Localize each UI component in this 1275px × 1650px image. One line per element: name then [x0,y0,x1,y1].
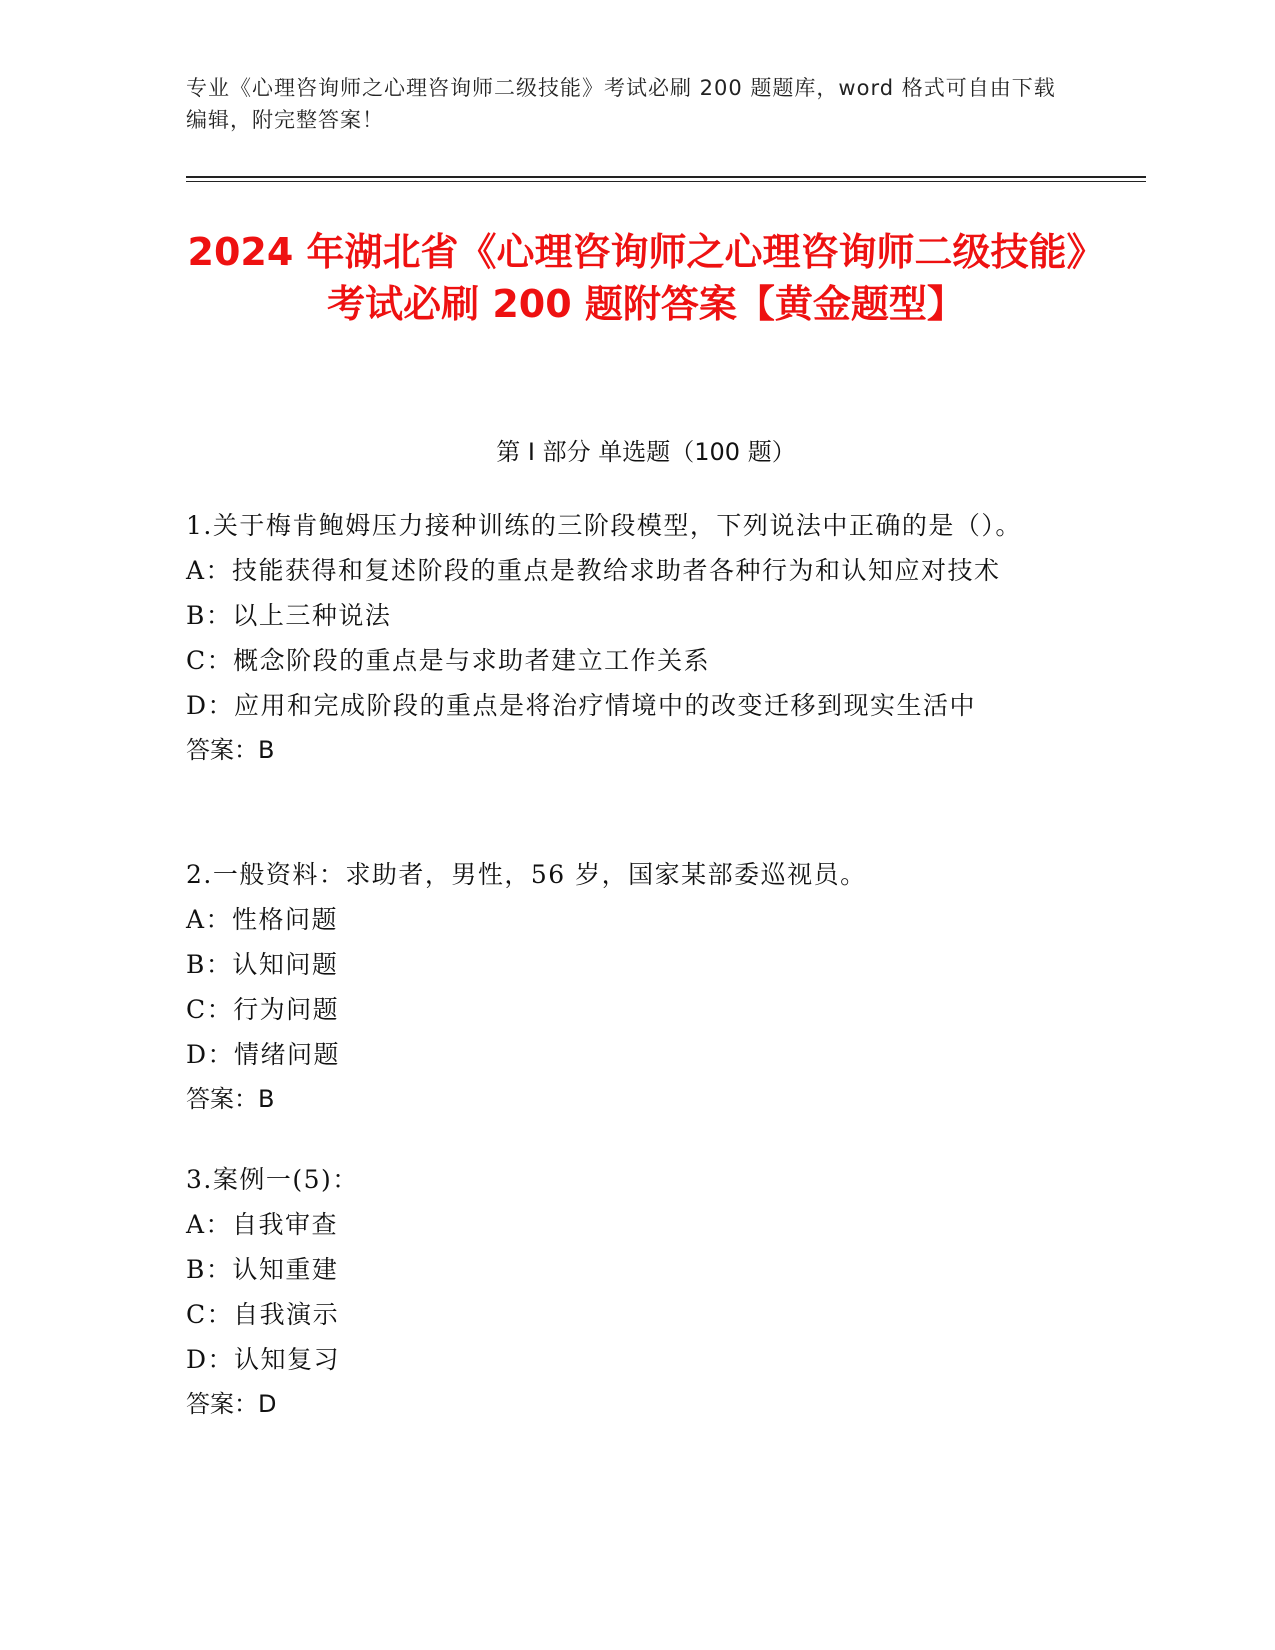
option-a: A：技能获得和复述阶段的重点是教给求助者各种行为和认知应对技术 [186,556,1001,585]
option-c: C：自我演示 [186,1300,340,1329]
option-a: A：自我审查 [186,1210,339,1239]
header-divider-thin [186,181,1146,182]
option-b: B：认知问题 [186,950,339,979]
question-1 [186,503,1066,773]
option-a: A：性格问题 [186,905,339,934]
question-3 [186,1157,1066,1427]
document-title: 2024 年湖北省《心理咨询师之心理咨询师二级技能》考试必刷 200 题附答案【黄金题型】 [187,230,1105,326]
section-title: 第 I 部分 单选题（100 题） [496,438,796,466]
answer: 答案：D [186,1390,277,1418]
option-b: B：认知重建 [186,1255,339,1284]
answer: 答案：B [186,736,275,764]
header-note: 专业《心理咨询师之心理咨询师二级技能》考试必刷 200 题题库，word 格式可自由下载编辑，附完整答案！ [186,76,1056,132]
question-stem: 2.一般资料：求助者，男性，56 岁，国家某部委巡视员。 [186,860,867,889]
question-2 [186,852,1066,1122]
option-d: D：应用和完成阶段的重点是将治疗情境中的改变迁移到现实生活中 [186,691,977,720]
question-stem: 1.关于梅肯鲍姆压力接种训练的三阶段模型，下列说法中正确的是（）。 [186,511,1022,540]
option-d: D：情绪问题 [186,1040,341,1069]
option-c: C：行为问题 [186,995,340,1024]
question-stem: 3.案例一(5)： [186,1165,359,1194]
option-b: B：以上三种说法 [186,601,392,630]
option-d: D：认知复习 [186,1345,341,1374]
header-divider-thick [186,176,1146,178]
answer: 答案：B [186,1085,275,1113]
option-c: C：概念阶段的重点是与求助者建立工作关系 [186,646,711,675]
